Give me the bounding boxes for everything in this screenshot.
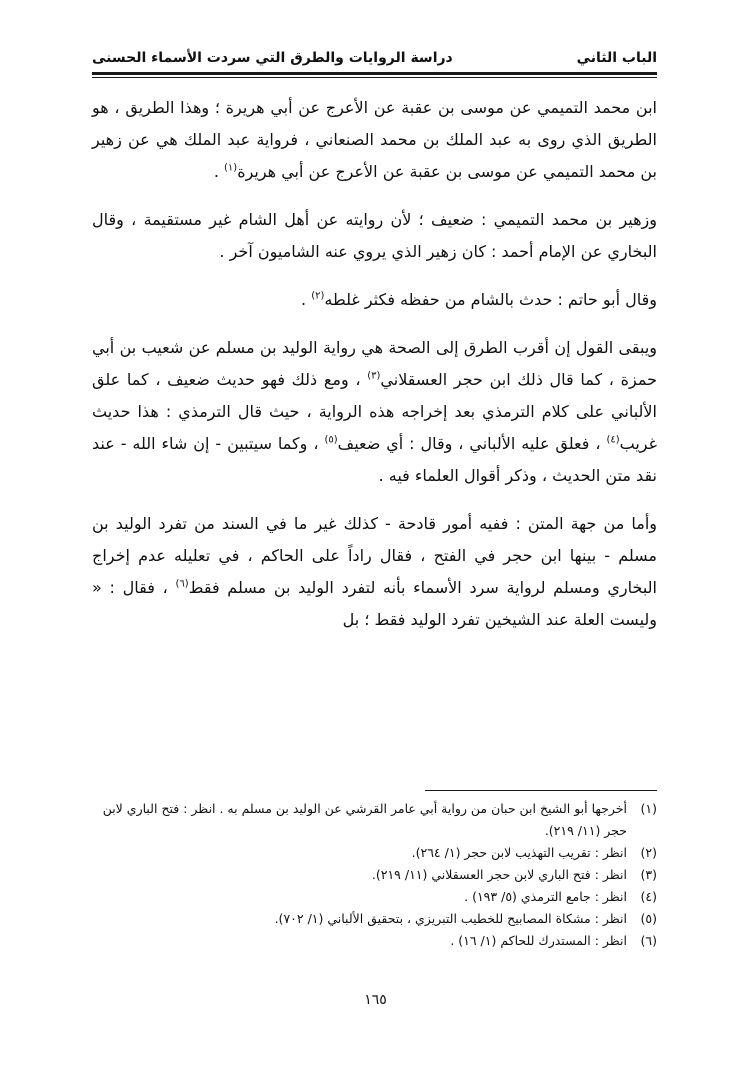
paragraph-4 <box>92 332 657 492</box>
paragraph-1-text: ابن محمد التميمي عن موسى بن عقبة عن الأعرج عن أبي هريرة ؛ وهذا الطريق ، هو الطريق الذي روى به عبد الملك بن محمد الصنعاني ، فرواية عبد الملك هي عن زهير بن محمد التميمي عن موسى بن عقبة عن الأعرج عن أبي هريرة <box>92 98 657 181</box>
paragraph-3-text: وقال أبو حاتم : حدث بالشام من حفظه فكثر غلطه <box>324 290 657 309</box>
footnote-number: (٣) <box>640 867 657 882</box>
chapter-label: الباب الثاني <box>576 50 657 66</box>
footnote-text: انظر : جامع الترمذي (٥/ ١٩٣) . <box>464 889 627 904</box>
footnote-text: أخرجها أبو الشيخ ابن حبان من رواية أبي عامر القرشي عن الوليد بن مسلم به . انظر : فتح الباري لابن حجر (١١/ ٢١٩). <box>102 801 627 838</box>
footnote-3 <box>92 864 657 886</box>
paragraph-4-part-c: ، فعلق عليه الألباني ، وقال : أي ضعيف <box>337 434 607 453</box>
footnote-number: (٥) <box>640 911 657 926</box>
footnote-text: انظر : تقريب التهذيب لابن حجر (١/ ٢٦٤). <box>411 845 627 860</box>
page-number: ١٦٥ <box>364 992 387 1008</box>
footnote-ref-6: (٦) <box>175 578 189 590</box>
footnote-ref-4: (٤) <box>606 434 620 446</box>
footnote-6 <box>92 930 657 952</box>
footnote-number: (١) <box>640 801 657 816</box>
paragraph-3-end: . <box>301 290 312 309</box>
paragraph-1-end: . <box>213 162 224 181</box>
paragraph-1 <box>92 92 657 188</box>
header-title: دراسة الروايات والطرق التي سردت الأسماء الحسنى <box>92 50 453 66</box>
header-rule <box>92 72 657 75</box>
footnote-number: (٦) <box>640 933 657 948</box>
footnote-number: (٤) <box>640 889 657 904</box>
footnote-ref-5: (٥) <box>324 434 338 446</box>
paragraph-2-text: وزهير بن محمد التميمي : ضعيف ؛ لأن روايته عن أهل الشام غير مستقيمة ، وقال البخاري عن الإمام أحمد : كان زهير الذي يروي عنه الشاميون آخر . <box>92 210 657 261</box>
footnote-4 <box>92 886 657 908</box>
paragraph-4-part-d: ، وكما سيتبين - إن شاء الله - عند نقد متن الحديث ، وذكر أقوال العلماء فيه . <box>92 434 657 485</box>
paragraph-5-part-a: وأما من جهة المتن : ففيه أمور قادحة - كذلك غير ما في السند من تفرد الوليد بن مسلم - بينها ابن حجر في الفتح ، فقال راداً على الحاكم ، في تعليله عدم إخراج البخاري ومسلم لرواية سرد الأسماء بأنه لتفرد الوليد بن مسلم فقط <box>92 514 657 597</box>
paragraph-2 <box>92 204 657 268</box>
paragraph-3 <box>92 284 657 316</box>
header-rule-thin <box>92 77 657 78</box>
paragraph-4-part-a: ويبقى القول إن أقرب الطرق إلى الصحة هي رواية الوليد بن مسلم عن شعيب بن أبي حمزة ، كما قال ذلك ابن حجر العسقلاني <box>92 338 658 389</box>
footnote-text: انظر : المستدرك للحاكم (١/ ١٦) . <box>450 933 627 948</box>
footnote-text: انظر : مشكاة المصابيح للخطيب التبريزي ، بتحقيق الألباني (١/ ٧٠٢). <box>274 911 627 926</box>
footnote-text: انظر : فتح الباري لابن حجر العسقلاني (١١/ ٢١٩). <box>371 867 627 882</box>
paragraph-4-part-b: ، ومع ذلك فهو حديث ضعيف ، كما علق الألباني على كلام الترمذي بعد إخراجه هذه الرواية ، حيث قال الترمذي : هذا حديث غريب <box>92 370 657 453</box>
paragraph-5 <box>92 508 657 636</box>
footnotes <box>92 798 657 952</box>
footnote-1 <box>92 798 657 842</box>
footnote-ref-1: (١) <box>224 162 238 174</box>
footnote-ref-2: (٢) <box>311 290 325 302</box>
footnote-number: (٢) <box>640 845 657 860</box>
main-text <box>92 92 657 652</box>
footnote-2 <box>92 842 657 864</box>
footnote-5 <box>92 908 657 930</box>
running-header <box>92 50 657 74</box>
footnote-ref-3: (٣) <box>367 370 381 382</box>
footnote-separator <box>425 790 657 791</box>
paragraph-5-part-b: ، فقال : « وليست العلة عند الشيخين تفرد الوليد فقط ؛ بل <box>92 578 657 629</box>
